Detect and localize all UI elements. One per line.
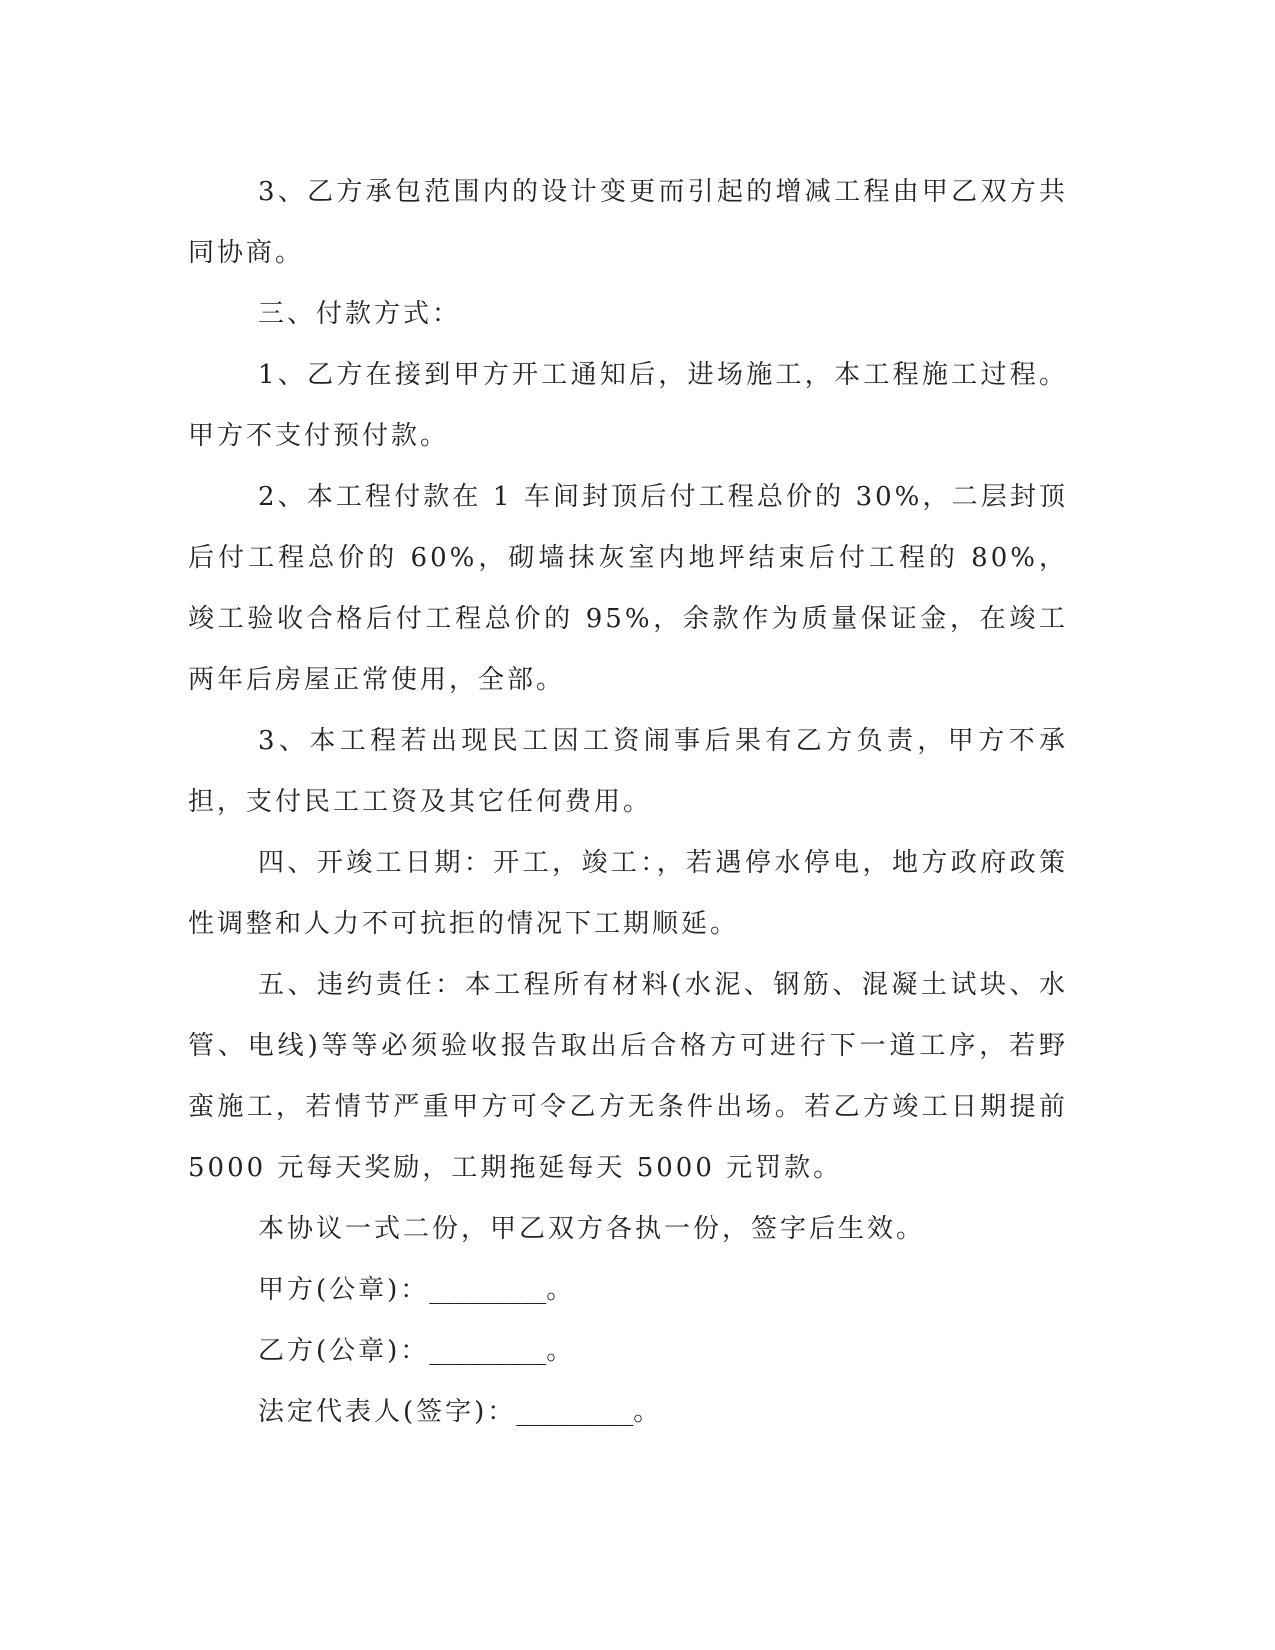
section-schedule: 四、开竣工日期：开工，竣工：，若遇停水停电，地方政府政策性调整和人力不可抗拒的情况下工期顺延。: [188, 848, 1068, 939]
section-payment-heading: 三、付款方式：: [258, 299, 462, 329]
payment-clause-1: 1、乙方在接到甲方开工通知后，进场施工，本工程施工过程。甲方不支付预付款。: [188, 360, 1068, 451]
signature-party-b: [188, 1321, 1068, 1382]
payment-clause-3: 3、本工程若出现民工因工资闹事后果有乙方负责，甲方不承担，支付民工工资及其它任何费用。: [188, 726, 1068, 817]
agreement-copies-note: 本协议一式二份，甲乙双方各执一份，签字后生效。: [258, 1214, 926, 1244]
signature-party-a-end: 。: [546, 1275, 576, 1305]
signature-party-a-blank: _________: [429, 1275, 547, 1305]
signature-legal-rep: [188, 1382, 1068, 1443]
section-liability: 五、违约责任：本工程所有材料(水泥、钢筋、混凝土试块、水管、电线)等等必须验收报告取出后合格方可进行下一道工序，若野蛮施工，若情节严重甲方可令乙方无条件出场。若乙方竣工日期提前 5000 元每天奖励，工期拖延每天 5000 元罚款。: [188, 970, 1068, 1183]
signature-legal-rep-end: 。: [633, 1397, 663, 1427]
document-body: [188, 162, 1068, 1443]
clause-3-design-change: 3、乙方承包范围内的设计变更而引起的增减工程由甲乙双方共同协商。: [188, 177, 1068, 268]
signature-party-b-blank: _________: [429, 1336, 547, 1366]
payment-clause-2: 2、本工程付款在 1 车间封顶后付工程总价的 30%，二层封顶后付工程总价的 60%，砌墙抹灰室内地坪结束后付工程的 80%，竣工验收合格后付工程总价的 95%，余款作为质量保证金，在竣工两年后房屋正常使用，全部。: [188, 482, 1068, 695]
signature-party-a-label: 甲方(公章)：: [258, 1275, 430, 1305]
signature-legal-rep-label: 法定代表人(签字)：: [258, 1397, 517, 1427]
signature-legal-rep-blank: _________: [516, 1397, 634, 1427]
signature-party-a: [188, 1260, 1068, 1321]
signature-party-b-end: 。: [546, 1336, 576, 1366]
signature-party-b-label: 乙方(公章)：: [258, 1336, 430, 1366]
